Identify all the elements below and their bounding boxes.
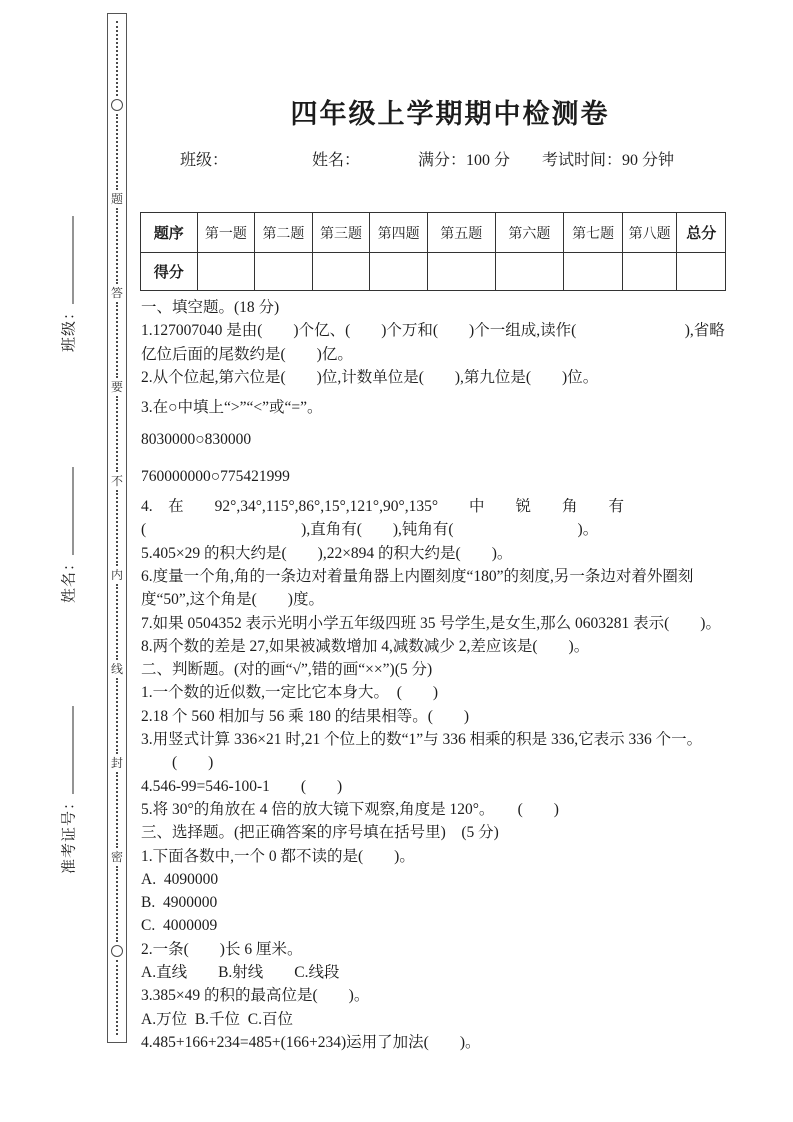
exam-title: 四年级上学期期中检测卷: [290, 99, 610, 129]
body-line: B. 4900000: [141, 894, 218, 912]
body-line: 760000000○775421999: [141, 467, 290, 485]
seal-dotted-line: [116, 772, 118, 847]
seal-dotted-line: [116, 396, 118, 471]
seal-dotted-line: [116, 114, 118, 189]
seal-char: 不: [110, 473, 123, 488]
class-field: [58, 216, 79, 352]
body-line: 8030000○830000: [141, 431, 252, 449]
exam-time-label: 考试时间：90 分钟: [542, 152, 675, 169]
body-line: C. 4000009: [141, 917, 218, 935]
exam-number-field-label: 准考证号：: [61, 793, 78, 875]
seal-dotted-line: [116, 960, 118, 1035]
body-line: 4. 在 92°,34°,115°,86°,15°,121°,90°,135° 中 锐 角 有: [141, 498, 625, 516]
name-label: 姓名：: [312, 152, 361, 169]
score-table-header-cell: 第六题: [495, 213, 564, 253]
class-field-label: 班级：: [61, 303, 78, 353]
score-cell: [255, 253, 313, 291]
body-line: 1.一个数的近似数,一定比它本身大。 ( ): [141, 684, 439, 702]
seal-line-strip: [107, 13, 127, 1043]
exam-info-line: [180, 147, 674, 170]
body-line: 度“50”,这个角是( )度。: [141, 591, 324, 609]
question-body: [141, 296, 767, 1054]
body-line: 8.两个数的差是 27,如果被减数增加 4,减数减少 2,差应该是( )。: [141, 637, 590, 655]
score-table-header-cell: 总分: [677, 213, 726, 253]
body-line: A. 4090000: [141, 870, 219, 888]
seal-char: 线: [110, 661, 123, 676]
seal-dotted-line: [116, 584, 118, 659]
score-cell: [564, 253, 623, 291]
seal-circle-icon: [111, 945, 123, 957]
seal-dotted-line: [116, 678, 118, 753]
class-label: 班级：: [180, 152, 229, 169]
body-line: 2.从个位起,第六位是( )位,计数单位是( ),第九位是( )位。: [141, 368, 599, 386]
score-table-header-cell: 第七题: [564, 213, 623, 253]
body-line: 4.546-99=546-100-1 ( ): [141, 777, 343, 795]
full-score-label: 满分：100 分: [418, 152, 511, 169]
score-table-header-cell: 第三题: [312, 213, 370, 253]
score-cell: [312, 253, 370, 291]
score-table-header-cell: 第八题: [622, 213, 677, 253]
body-line: 3.用竖式计算 336×21 时,21 个位上的数“1”与 336 相乘的积是 336,它表示 336 个一。: [141, 731, 703, 749]
body-line: 一、填空题。(18 分): [141, 299, 280, 316]
score-cell: [495, 253, 564, 291]
body-line: 亿位后面的尾数约是( )亿。: [141, 345, 353, 363]
score-table-header-cell: 第二题: [255, 213, 313, 253]
body-line: 二、判断题。(对的画“√”,错的画“××”)(5 分): [141, 661, 433, 679]
score-table-header-cell: 第一题: [197, 213, 255, 253]
score-table-header-row: [141, 213, 726, 253]
body-line: 2.18 个 560 相加与 56 乘 180 的结果相等。( ): [141, 707, 470, 725]
seal-circle-icon: [111, 99, 123, 111]
body-line: 4.485+166+234=485+(166+234)运用了加法( )。: [141, 1033, 481, 1051]
seal-char: 密: [110, 849, 123, 864]
score-row-label: 得分: [141, 253, 198, 291]
class-blank-line: [58, 216, 73, 304]
body-line: 3.在○中填上“>”“<”或“=”。: [141, 399, 323, 417]
seal-char: 内: [110, 567, 123, 582]
body-line: 三、选择题。(把正确答案的序号填在括号里) (5 分): [141, 824, 499, 842]
body-line: A.万位 B.千位 C.百位: [141, 1010, 293, 1028]
seal-char: 题: [110, 191, 123, 206]
name-field: [58, 467, 79, 603]
body-line: ( ): [141, 754, 214, 772]
body-line: 5.405×29 的积大约是( ),22×894 的积大约是( )。: [141, 544, 513, 562]
seal-dotted-line: [116, 21, 118, 96]
body-line: ( ),直角有( ),钝角有( )。: [141, 521, 599, 539]
seal-dotted-line: [116, 490, 118, 565]
score-table-header-cell: 第四题: [370, 213, 428, 253]
score-cell: [622, 253, 677, 291]
exam-number-field: [58, 706, 79, 874]
name-field-label: 姓名：: [61, 554, 78, 604]
body-line: 7.如果 0504352 表示光明小学五年级四班 35 号学生,是女生,那么 0603281 表示( )。: [141, 614, 721, 632]
score-cell: [677, 253, 726, 291]
seal-dotted-line: [116, 302, 118, 377]
seal-dotted-line: [116, 208, 118, 283]
body-line: A.直线 B.射线 C.线段: [141, 964, 340, 982]
score-table-value-row: [141, 253, 726, 291]
seal-char: 答: [110, 285, 123, 300]
body-line: 5.将 30°的角放在 4 倍的放大镜下观察,角度是 120°。 ( ): [141, 800, 559, 818]
body-line: 1.下面各数中,一个 0 都不读的是( )。: [141, 847, 415, 865]
score-cell: [427, 253, 495, 291]
body-line: 1.127007040 是由( )个亿、( )个万和( )个一组成,读作( ),省略: [141, 322, 725, 340]
seal-dotted-line: [116, 866, 118, 941]
seal-char: 封: [110, 755, 123, 770]
body-line: 6.度量一个角,角的一条边对着量角器上内圈刻度“180”的刻度,另一条边对着外圈刻: [141, 567, 694, 585]
score-cell: [197, 253, 255, 291]
body-line: 2.一条( )长 6 厘米。: [141, 940, 303, 958]
body-line: 3.385×49 的积的最高位是( )。: [141, 987, 370, 1005]
exam-number-blank-line: [58, 706, 73, 794]
score-table-header-cell: 第五题: [427, 213, 495, 253]
name-blank-line: [58, 467, 73, 555]
score-table-header-cell: 题序: [141, 213, 198, 253]
score-table: [140, 212, 726, 291]
seal-char: 要: [110, 379, 123, 394]
score-cell: [370, 253, 428, 291]
